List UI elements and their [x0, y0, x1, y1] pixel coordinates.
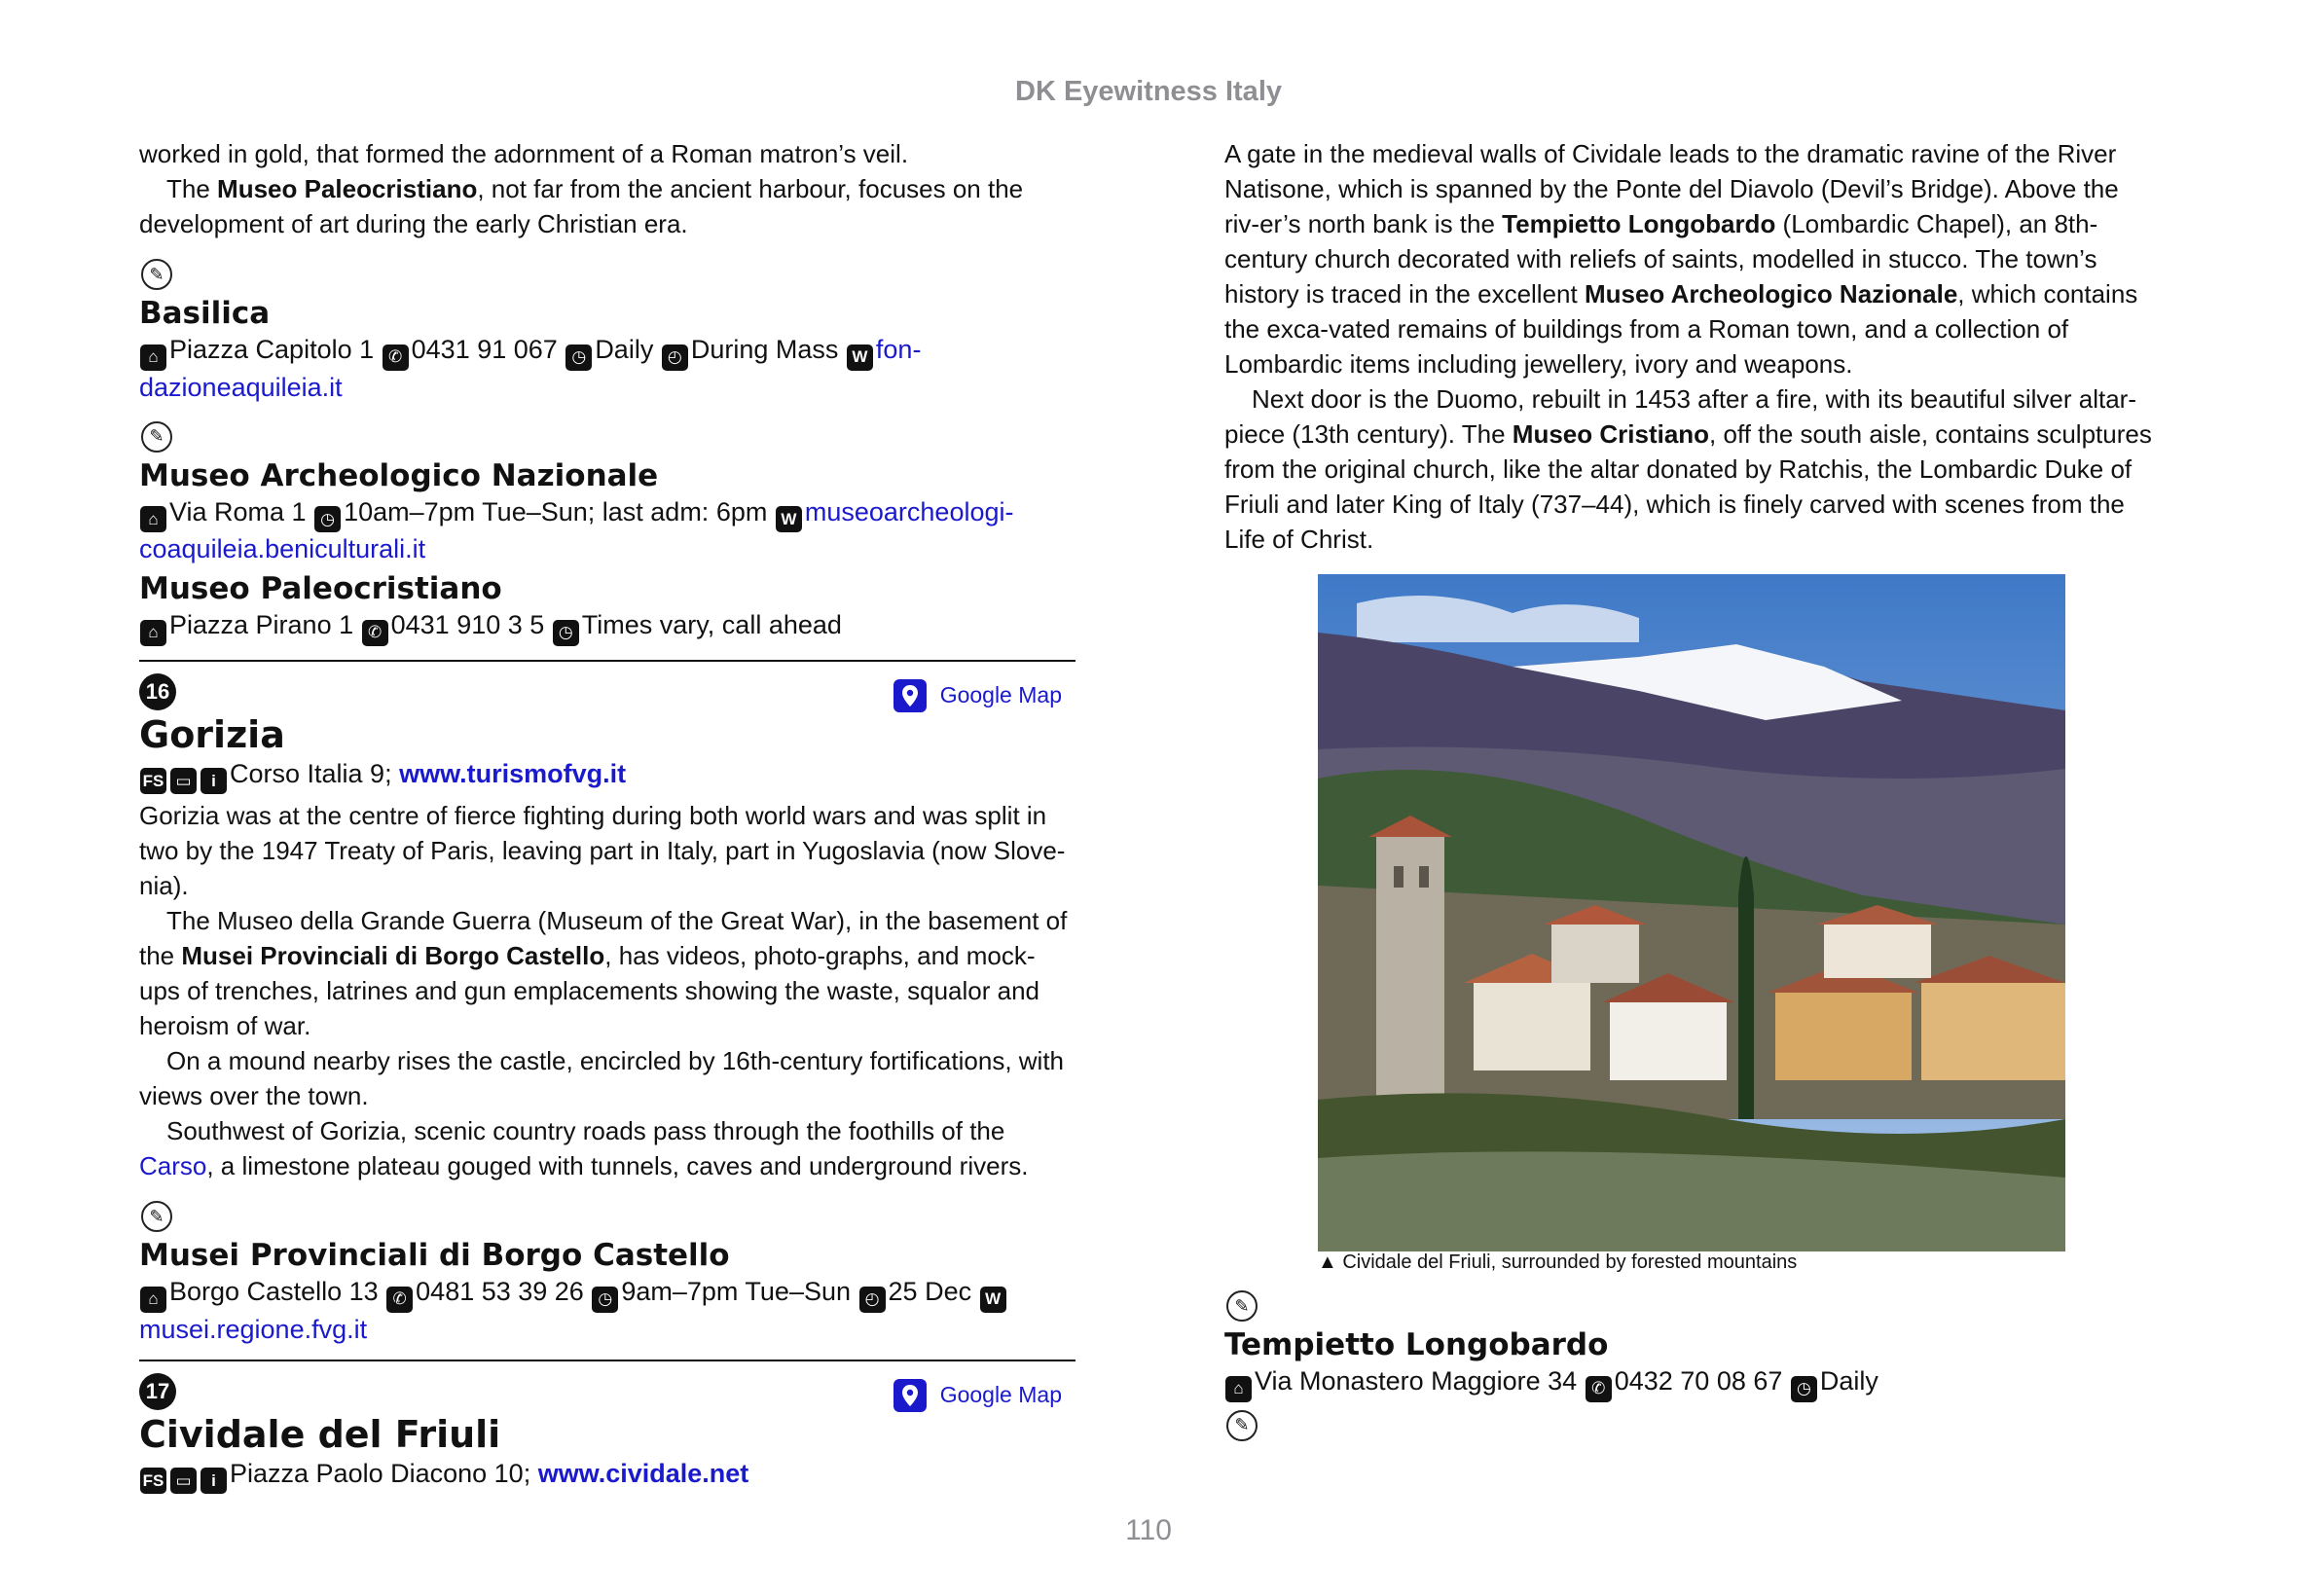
section-header [139, 673, 1076, 712]
photo-caption: ▲ Cividale del Friuli, surrounded by forested mountains [1318, 1251, 1798, 1273]
phone-icon: ✆ [1586, 1376, 1612, 1402]
phone-icon: ✆ [362, 620, 388, 646]
town-photo [1318, 574, 2065, 1251]
paragraph: The Museo della Grande Guerra (Museum of the Great War), in the basement of the Musei Provinciali di Borgo Castello, has videos, photo-graphs, and mock-ups of trenches, latrines and gun emplacements showing the waste, squalor and heroism of war. [139, 906, 1068, 1040]
clock-icon: ◷ [314, 506, 341, 532]
ticket-icon: ✎ [141, 1201, 172, 1232]
web-link[interactable]: musei.regione.fvg.it [139, 1314, 368, 1344]
paragraph: Southwest of Gorizia, scenic country roads pass through the foothills of the Carso, a limestone plateau gouged with tunnels, caves and underground rivers. [139, 1116, 1029, 1180]
venue-name: Museo Archeologico Nazionale [139, 457, 659, 493]
venue-info: ⌂ Piazza Pirano 1 ✆ 0431 910 3 5 ◷ Times vary, call ahead [139, 608, 1076, 646]
venue-name: Tempietto Longobardo [1224, 1327, 1609, 1362]
web-icon: W [776, 506, 802, 532]
web-icon: W [980, 1287, 1006, 1313]
page-number: 110 [1125, 1514, 1172, 1546]
town-title: Cividale del Friuli [139, 1412, 501, 1456]
clock-icon: ◷ [592, 1287, 618, 1313]
paragraph: Gorizia was at the centre of fierce fighting during both world wars and was split in two by the 1947 Treaty of Paris, leaving part in Italy, part in Yugoslavia (now Slove-nia). [139, 801, 1066, 900]
clock-icon: ◷ [565, 345, 592, 371]
paragraph: Next door is the Duomo, rebuilt in 1453 after a fire, with its beautiful silver altar-piece (13th century). The Museo Cristiano, off the south aisle, contains sculptures from the original church, like the altar donated by Ratchis, the Lombardic Duke of Friuli and later King of Italy (737–44), which is finely carved with scenes from the Life of Christ. [1224, 384, 2152, 554]
google-map-link[interactable]: Google Map [893, 679, 1062, 712]
venue-name: Basilica [139, 296, 271, 331]
paragraph: A gate in the medieval walls of Cividale leads to the dramatic ravine of the River Natisone, which is spanned by the Ponte del Diavolo (Devil’s Bridge). Above the riv-er’s north bank is the Tempietto Longobardo (Lombardic Chapel), an 8th-century church decorated with reliefs of saints, modelled in stucco. The town’s history is traced in the excellent Museo Archeologico Nazionale, which contains the exca-vated remains of buildings from a Roman town, and a collection of Lombardic items including jewellery, ivory and weapons. [1224, 139, 2138, 379]
house-icon: ⌂ [1225, 1376, 1252, 1402]
web-link[interactable]: museoarcheologi-coaquileia.beniculturali.it [139, 496, 1014, 563]
web-link[interactable]: www.turismofvg.it [399, 758, 627, 788]
right-column [1224, 136, 2161, 557]
paragraph: worked in gold, that formed the adornment of a Roman matron’s veil. [139, 139, 909, 168]
web-icon: W [847, 345, 873, 371]
bus-icon: ▭ [170, 768, 197, 794]
ticket-icon: ✎ [141, 421, 172, 453]
closed-clock-icon: ◴ [859, 1287, 886, 1313]
web-link[interactable]: fon-dazioneaquileia.it [139, 335, 922, 402]
paragraph: On a mound nearby rises the castle, encircled by 16th-century fortifications, with views over the town. [139, 1046, 1064, 1110]
train-icon: FS [140, 768, 166, 794]
venue-info: ⌂ Piazza Capitolo 1 ✆ 0431 91 067 ◷ Daily ◴ During Mass W fon-dazioneaquileia.it [139, 335, 922, 402]
section-header [139, 1373, 1076, 1412]
section-divider [139, 660, 1076, 662]
house-icon: ⌂ [140, 345, 166, 371]
ticket-icon: ✎ [1226, 1410, 1258, 1441]
venue-info: ⌂ Borgo Castello 13 ✆ 0481 53 39 26 ◷ 9am–7pm Tue–Sun ◴ 25 Dec W musei.regione.fvg.it [139, 1275, 1076, 1346]
closed-clock-icon: ◴ [662, 345, 688, 371]
map-pin-icon [893, 1379, 927, 1412]
clock-icon: ◷ [553, 620, 579, 646]
map-pin-icon [893, 679, 927, 712]
clock-icon: ◷ [1791, 1376, 1817, 1402]
venue-info: ⌂ Via Monastero Maggiore 34 ✆ 0432 70 08 67 ◷ Daily [1224, 1364, 2161, 1402]
phone-icon: ✆ [386, 1287, 413, 1313]
venue-name: Musei Provinciali di Borgo Castello [139, 1238, 730, 1273]
phone-icon: ✆ [383, 345, 409, 371]
section-divider [139, 1360, 1076, 1361]
carso-link[interactable]: Carso [139, 1151, 207, 1180]
house-icon: ⌂ [140, 620, 166, 646]
paragraph: The Museo Paleocristiano, not far from the ancient harbour, focuses on the development of art during the early Christian era. [139, 174, 1024, 238]
venue-name: Museo Paleocristiano [139, 571, 502, 606]
bus-icon: ▭ [170, 1468, 197, 1494]
book-title: DK Eyewitness Italy [1015, 76, 1282, 107]
section-number: 16 [139, 673, 176, 710]
ticket-icon: ✎ [141, 259, 172, 290]
house-icon: ⌂ [140, 1287, 166, 1313]
info-icon: i [201, 1468, 227, 1494]
venue-info: ⌂ Via Roma 1 ◷ 10am–7pm Tue–Sun; last adm: 6pm W museoarcheologi-coaquileia.beniculturali.it [139, 496, 1014, 563]
info-icon: i [201, 768, 227, 794]
web-link[interactable]: www.cividale.net [537, 1458, 749, 1488]
left-column [139, 136, 1076, 1494]
house-icon: ⌂ [140, 506, 166, 532]
town-title: Gorizia [139, 712, 285, 756]
train-icon: FS [140, 1468, 166, 1494]
tempietto-listing [1224, 1290, 2161, 1441]
ticket-icon: ✎ [1226, 1290, 1258, 1322]
google-map-link[interactable]: Google Map [893, 1379, 1062, 1412]
town-info: FS ▭ i Corso Italia 9; www.turismofvg.it [139, 757, 1076, 795]
town-info: FS ▭ i Piazza Paolo Diacono 10; www.cividale.net [139, 1457, 1076, 1495]
section-number: 17 [139, 1373, 176, 1410]
